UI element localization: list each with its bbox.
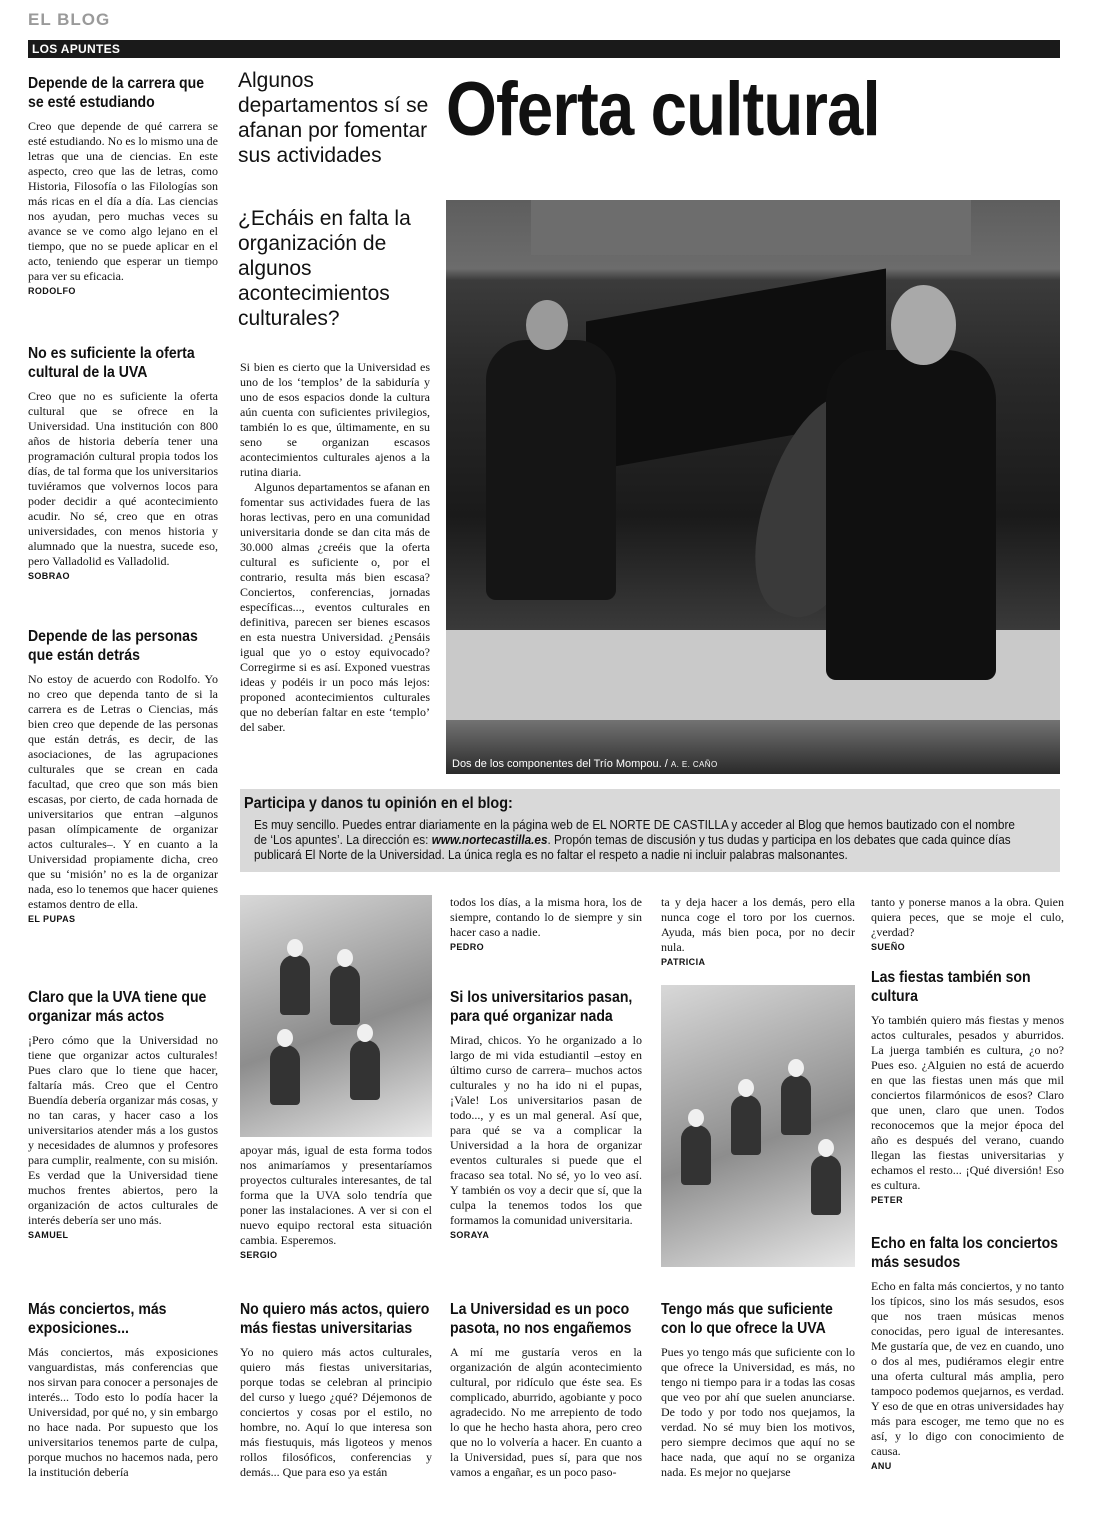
intro-paragraph-2: Algunos departamentos se afanan en fomentar sus actividades fuera de las horas lectivas, pero en una comunidad universitaria donde se dan cita más de 30.000 almas ¿creéis que la oferta cultural es suficiente o, por el contrario, resulta más bien escasa? Conciertos, conferencias, jornadas específicas..., eventos culturales en definitiva, parecen ser bienes escasos en esta nuestra Universidad. ¿Pensáis igual que yo o estoy equivocado? Corregirme si es así. Exponed vuestras ideas y podéis ir un poco más lejos: proponed acontecimientos culturales que no deberían faltar en este ‘templo’ del saber. (240, 480, 430, 734)
comment-body: ta y deja hacer a los demás, pero ella nunca coge el toro por los cuernos. Ayuda, más bien poca, por no decir nula. (661, 895, 855, 954)
comment-suficiente (661, 1300, 855, 1480)
comment-body: Pues yo tengo más que suficiente con lo que ofrece la Universidad, es más, no tengo ni tiempo para ir a todas las cosas que veo por ahí que suelen anunciarse. De todo y por todo nos quejamos, la verdad. No sé muy bien los motivos, pero siempre decimos que aquí no se hace nada, que aquí no se organiza nada. Es mejor no quejarse (661, 1345, 855, 1479)
photo-pianist (486, 340, 616, 600)
photo-figure-head (277, 1029, 293, 1047)
orchestra-photo (661, 985, 855, 1267)
comment-heading: Depende de las personas que están detrás (28, 628, 198, 664)
comment-signature: SUEÑO (871, 942, 906, 952)
intro-text (240, 360, 430, 735)
photo-figure (681, 1125, 711, 1185)
comment-sobrao (28, 344, 218, 581)
comment-pupas (28, 627, 218, 924)
comment-rodolfo (28, 74, 218, 296)
comment-heading: Las fiestas también son cultura (871, 969, 1031, 1005)
photo-figure (781, 1075, 811, 1135)
photo-caption (452, 758, 718, 770)
comment-body: ¡Pero cómo que la Universidad no tiene que organizar actos culturales! Pues claro que lo tiene que hacer, faltaría más. Creo que el Centro Buendía debería organizar más cosas, y no tan caras, y hacer caso a los universitarios atender más a los gustos y necesidades de alumnos y profesores para cumplir, realmente, con su misión. Es verdad que la Universidad tiene muchos frentes abiertos, pero la organización de actos culturales de interés debería ser uno más. (28, 1033, 218, 1227)
comment-heading: Claro que la UVA tiene que organizar más actos (28, 989, 207, 1025)
comment-heading: Echo en falta los conciertos más sesudos (871, 1235, 1058, 1271)
photo-figure (350, 1040, 380, 1100)
comment-signature: ANU (871, 1461, 892, 1471)
comment-heading: No quiero más actos, quiero más fiestas universitarias (240, 1301, 430, 1337)
comment-heading: La Universidad es un poco pasota, no nos engañemos (450, 1301, 632, 1337)
comment-body: Echo en falta más conciertos, y no tanto los típicos, sino los más sesudos, esos que nos traen músicas menos conocidas, pero igual de interesantes. Me gustaría que, de vez en cuando, uno o dos al mes, pudiéramos elegir entre una oferta cultural más amplia, pero tampoco podemos quejarnos, es verdad. Y eso de que en otras universidades hay más para escoger, me temo que no es así, y lo digo con conocimiento de causa. (871, 1279, 1064, 1458)
photo-backdrop (531, 200, 971, 255)
comment-signature: PEDRO (450, 942, 485, 952)
comment-signature: PATRICIA (661, 957, 706, 967)
photo-cellist (826, 350, 996, 680)
comment-signature: SERGIO (240, 1250, 278, 1260)
photo-pianist-head (526, 300, 568, 350)
masthead: EL BLOG (28, 10, 111, 29)
comment-patricia (661, 895, 855, 967)
photo-figure (280, 955, 310, 1015)
comment-signature: SOBRAO (28, 571, 70, 581)
comment-body: tanto y ponerse manos a la obra. Quien quiera peces, que se moje el culo, ¿verdad? (871, 895, 1064, 939)
photo-credit: A. E. CAÑO (670, 760, 718, 769)
comment-body: A mí me gustaría veros en la organización de algún acontecimiento cultural, por ridículo que éste sea. Es complicado, aburrido, agobiante y poco agradecido. No me arrepiento de todo lo que he hecho hasta ahora, pero creo que no lo volvería a hacer. En cuanto a la Universidad, pues sí, para que nos vamos a engañar, es un poco paso- (450, 1345, 642, 1479)
photo-figure-head (337, 949, 353, 967)
comment-signature: SORAYA (450, 1230, 490, 1240)
photo-figure (330, 965, 360, 1025)
comment-soraya (450, 988, 642, 1240)
comment-signature: RODOLFO (28, 286, 76, 296)
students-photo (240, 895, 432, 1137)
photo-figure-head (738, 1079, 754, 1097)
photo-figure-head (287, 939, 303, 957)
photo-figure (731, 1095, 761, 1155)
comment-sergio (240, 1143, 432, 1260)
comment-body: todos los días, a la misma hora, los de siempre, contando lo de siempre y sin hacer caso a nadie. (450, 895, 642, 939)
promo-line-1: Es muy sencillo. Puedes entrar diariamente en la página web de EL NORTE DE CASTILLA y acceder al Blog que hemos bautizado con el nombre de ‘Los apuntes’. La dirección es: (254, 818, 1015, 847)
comment-body: Creo que depende de qué carrera se esté estudiando. No es lo mismo una de letras que una de ciencias. En este aspecto, creo que las de letras, como Historia, Filosofía o las Filologías son más ricas en el día a día. Las ciencias nos ayudan, pero muchas veces su avance se ve como algo lejano en el tiempo, que no se puede aplicar en el acto, teniendo que esperar un tiempo para ver su eficacia. (28, 119, 218, 283)
promo-title: Participa y danos tu opinión en el blog: (244, 795, 513, 812)
photo-figure (270, 1045, 300, 1105)
comment-exposiciones (28, 1300, 218, 1480)
photo-caption-text: Dos de los componentes del Trío Mompou. / (452, 758, 668, 770)
comment-body: Yo también quiero más fiestas y menos actos culturales, pesados y aburridos. La juerga también es cultura, ¿o no? Pues eso. ¿Alguien no está de acuerdo en que las fiestas unen más que mil conciertos filarmónicos de esos? Claro que unen, claro que unen. Todos reconocemos que la mejor época del año es después del verano, cuando llegan las fiestas universitarias y echamos el resto... ¡Qué diversión! Eso es cultura. (871, 1013, 1064, 1192)
comment-body: apoyar más, igual de esta forma todos nos animaríamos y presentaríamos proyectos culturales interesantes, de tal forma que la UVA solo tendría que poner las instalaciones. A ver si con el nuevo equipo rectoral esta situación cambia. Esperemos. (240, 1143, 432, 1247)
comment-fiestas (240, 1300, 432, 1480)
comment-sueno (871, 895, 1064, 952)
comment-anu (871, 1234, 1064, 1471)
main-photo (446, 200, 1060, 774)
comment-heading: Depende de la carrera que se esté estudiando (28, 75, 205, 111)
photo-figure-head (818, 1139, 834, 1157)
subhead-question: ¿Echáis en falta la organización de algunos acontecimientos culturales? (238, 207, 411, 330)
comment-heading: Si los universitarios pasan, para qué organizar nada (450, 989, 633, 1025)
comment-body: Creo que no es suficiente la oferta cultural que se ofrece en la Universidad. Una institución con 800 años de historia debería tener una programación cultural propia todos los días, de tal forma que los universitarios tuviéramos que volvernos locos para poder decidir a qué acontecimiento acudir. No sé, creo que en otras universidades, con menos historia y alumnado que la nuestra, sucede eso, pero Valladolid es Valladolid. (28, 389, 218, 568)
comment-heading: Más conciertos, más exposiciones... (28, 1301, 167, 1337)
promo-body (254, 818, 1020, 863)
section-label: LOS APUNTES (32, 42, 121, 56)
comment-peter (871, 968, 1064, 1205)
comment-body: Yo no quiero más actos culturales, quiero más fiestas universitarias, porque todas se celebran al principio del curso y luego ¿qué? Déjemonos de conciertos y cosas por el estilo, no hombre, no. Aquí lo que interesa son más fiestuquis, más ligoteos y menos rollos filosóficos, conferencias y demás... Que para eso ya están (240, 1345, 432, 1479)
promo-line-2: . Propón temas de discusión y tus dudas y participa en los debates que cada quince días publicará El Norte de la Universidad. La única regla es no faltar el respeto a nadie ni incluir palabras malsonantes. (254, 833, 1011, 862)
comment-signature: EL PUPAS (28, 914, 76, 924)
intro-paragraph-1: Si bien es cierto que la Universidad es uno de los ‘templos’ de la sabiduría y uno de esos espacios donde la cultura aún cuenta con suficientes privilegios, también lo es que, últimamente, en su seno se organizan escasos acontecimientos culturales ajenos a la rutina diaria. (240, 360, 430, 479)
comment-pedro (450, 895, 642, 952)
comment-heading: Tengo más que suficiente con lo que ofrece la UVA (661, 1301, 833, 1337)
comment-body: Más conciertos, más exposiciones vanguardistas, más conferencias que nos sirvan para conocer a personajes de interés... Todo esto lo podía hacer la Universidad, por qué no, y sin embargo no hace nada. Por supuesto que los universitarios tenemos parte de culpa, porque muchos no hacemos nada, pero la institución debería (28, 1345, 218, 1479)
photo-figure-head (788, 1059, 804, 1077)
comment-signature: SAMUEL (28, 1230, 69, 1240)
blog-promo-box (240, 789, 1060, 872)
comment-body: Mirad, chicos. Yo he organizado a lo largo de mi vida estudiantil –estoy en último curso de carrera– muchos actos culturales y no ha ido ni el pupas, ¡Vale! Los universitarios pasan de todo..., y es un mal general. Así que, para qué se va a complicar la Universidad a la hora de organizar eventos culturales si puede que el fracaso sea total. No sé, yo lo veo así. Y también os voy a decir que sí, que la culpa la tenemos todos los que formamos la comunidad universitaria. (450, 1033, 642, 1227)
section-bar (28, 40, 1060, 58)
comment-samuel (28, 988, 218, 1240)
page-title: Oferta cultural (446, 67, 880, 152)
comment-signature: PETER (871, 1195, 904, 1205)
comment-heading: No es suficiente la oferta cultural de la UVA (28, 345, 195, 381)
blog-url-link[interactable]: www.nortecastilla.es (431, 833, 548, 847)
photo-figure (811, 1155, 841, 1215)
photo-figure-head (357, 1024, 373, 1042)
photo-cellist-head (891, 285, 956, 365)
comment-pasota (450, 1300, 642, 1480)
comment-body: No estoy de acuerdo con Rodolfo. Yo no creo que dependa tanto de si la carrera es de Letras o Ciencias, más bien creo que depende de las personas que están detrás, es decir, de las asociaciones, de las agrupaciones culturales que se crean en cada facultad, que creo que son más bien escasas, por cierto, de cada hornada de universitarios que entran –algunos pasan olímpicamente de organizar actos culturales–. Y en cuanto a la Universidad propiamente dicha, creo que su ‘misión’ no es la de organizar nada, eso lo tenemos que hacer quienes estamos dentro de ella. (28, 672, 218, 911)
photo-figure-head (688, 1109, 704, 1127)
subhead-departments: Algunos departamentos sí se afanan por fomentar sus actividades (238, 69, 429, 167)
